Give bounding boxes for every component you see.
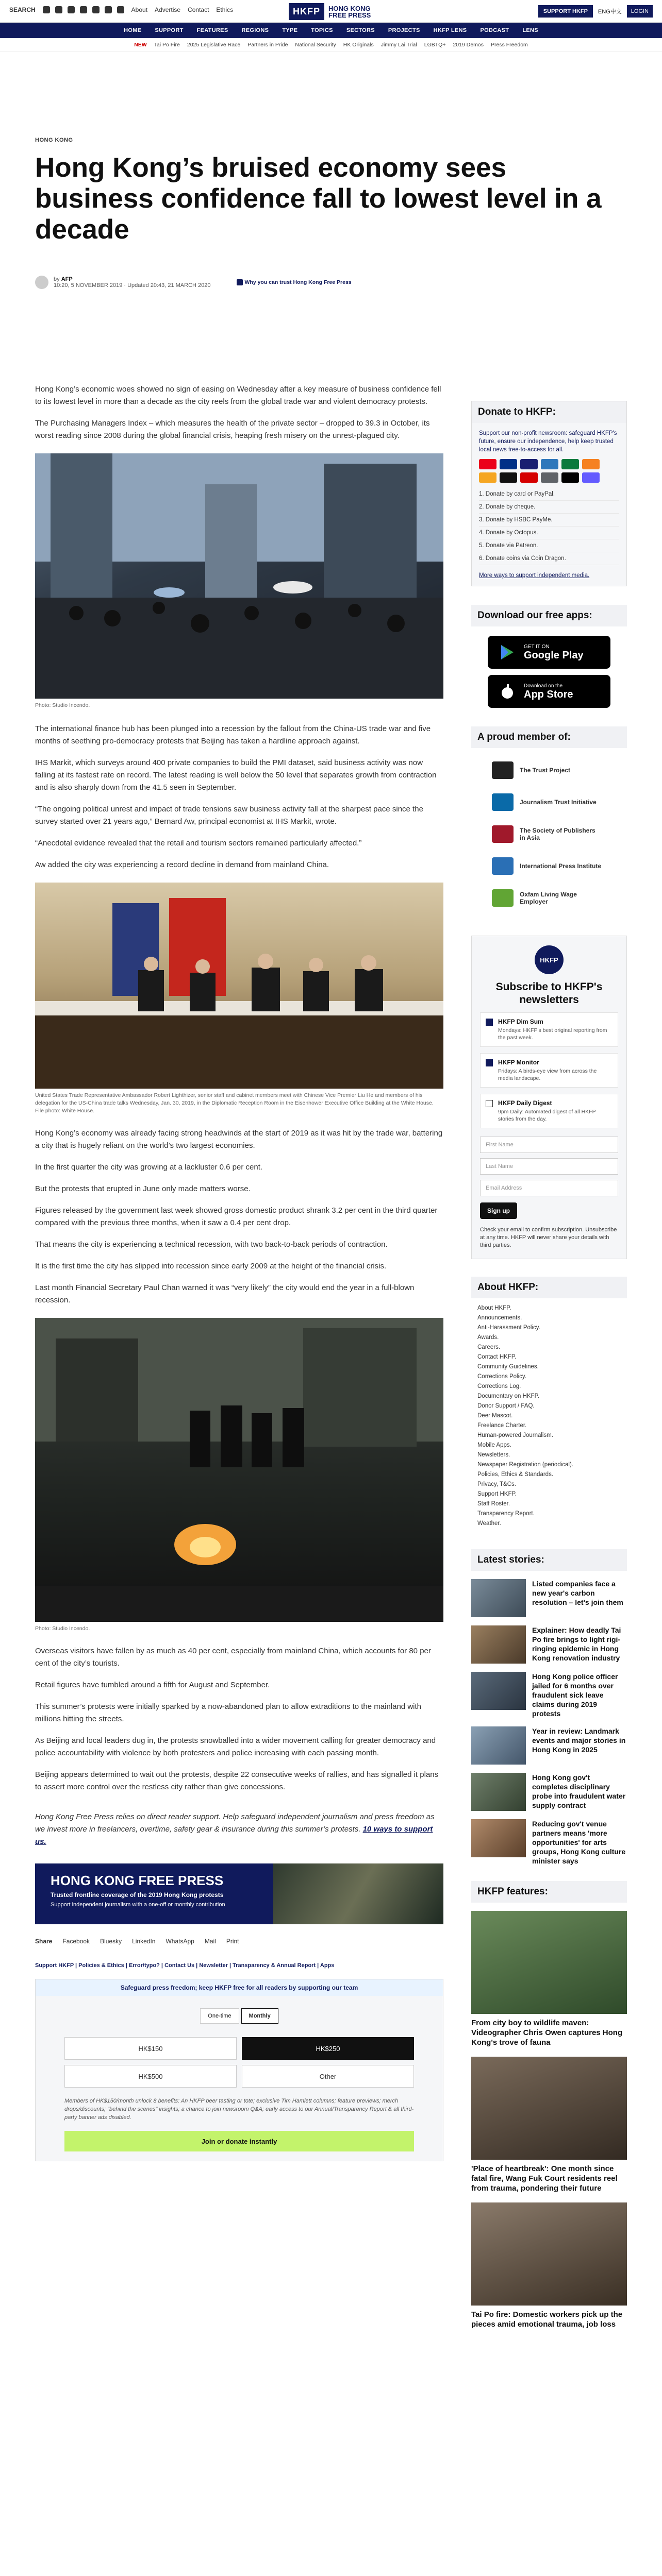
article-paragraph: Aw added the city was experiencing a record decline in demand from mainland China. [35,860,329,869]
about-link[interactable]: Awards. [477,1334,499,1341]
article-paragraph: Overseas visitors have fallen by as much as 40 per cent, especially from mainland China, which accounts for 80 per cent of the city’s tourists. [35,1647,431,1668]
street-clash-illustration [35,1318,443,1622]
x-icon[interactable] [55,6,62,13]
support-hkfp-button[interactable]: SUPPORT HKFP [538,5,593,18]
about-link[interactable]: Weather. [477,1520,501,1527]
google-play-small: GET IT ON [524,643,550,650]
article-paragraph: Beijing appears determined to wait out the protests, despite 22 consecutive weeks of rallies, and has signalled it plans to assert more control over the restless city rather than give concessions. [35,1770,439,1791]
article-paragraph: Figures released by the government last week showed gross domestic product shrank 3.2 per cent in the third quarter compared with the previous three months, when it saw a 0.4 per cent drop. [35,1206,438,1227]
donate-methods [479,488,619,565]
gpay-icon [541,472,558,483]
app-store-big: App Store [524,688,573,700]
feature-image [471,2202,627,2306]
top-link-about[interactable]: About [131,6,148,13]
top-link-advertise[interactable]: Advertise [155,6,181,13]
article-byline [35,276,352,289]
latest-story[interactable] [471,1819,627,1866]
about-heading: About HKFP: [471,1277,627,1298]
article-paragraph: As Beijing and local leaders dug in, the protests snowballed into a wider movement calling for greater democracy and police accountability with violence by both protesters and police increasing with each passing month. [35,1736,436,1757]
payme-icon [520,472,538,483]
story-thumbnail [471,1726,526,1765]
app-store-small: Download on the [524,683,563,689]
newsletter-heading: Subscribe to HKFP's newsletters [495,981,603,1006]
photo-caption: Photo: Studio Incendo. [35,1625,90,1632]
newsletter-title: HKFP Dim Sum [498,1018,543,1025]
last-name-field[interactable]: Last Name [480,1158,618,1175]
article-photo-street-clash [35,1318,443,1622]
article-paragraph: In the first quarter the city was growing at a lackluster 0.6 per cent. [35,1163,263,1172]
about-link[interactable]: Corrections Policy. [477,1374,527,1380]
about-links [471,1298,627,1534]
about-link[interactable]: Corrections Log. [477,1383,521,1389]
banner-title: HONG KONG FREE PRESS [51,1873,224,1888]
donate-method[interactable]: 1. Donate by card or PayPal. [479,488,619,501]
more-ways-link[interactable]: More ways to support independent media. [479,572,590,579]
amount-option-other[interactable]: Other [242,2065,414,2088]
share-whatsapp[interactable]: WhatsApp [166,1938,194,1945]
trust-link[interactable] [237,279,352,285]
story-title: Reducing gov't venue partners means 'more opportunities' for arts groups, Hong Kong culture minister says [532,1820,626,1865]
about-link[interactable]: Transparency Report. [477,1511,535,1517]
sopa-logo [492,825,514,843]
nav-features[interactable]: FEATURES [196,27,228,33]
nav-podcast[interactable]: PODCAST [480,27,509,33]
article-paragraph: IHS Markit, which surveys around 400 private companies to build the PMI dataset, said business activity was now falling at its fastest rate on record. The latest reading is well below the 50 level that separates growth from contraction and is also sharply down from the 41.5 seen in September. [35,758,437,792]
app-store-button[interactable] [488,675,610,708]
author-name[interactable]: AFP [61,276,73,282]
join-donate-button[interactable]: Join or donate instantly [64,2131,414,2151]
newsletter-desc: Mondays: HKFP's best original reporting from the past week. [498,1027,607,1041]
author-avatar [35,276,48,289]
about-link[interactable]: Staff Roster. [477,1501,510,1507]
member-name: International Press Institute [520,862,602,870]
banner-cta: Support independent journalism with a one-off or monthly contribution [51,1902,225,1908]
trending-item[interactable]: Jimmy Lai Trial [380,41,417,48]
story-thumbnail [471,1579,526,1617]
nav-lens[interactable]: LENS [522,27,538,33]
bottom-donate-panel [35,1979,443,2161]
share-row [35,1938,443,1945]
applepay-icon [561,472,579,483]
donate-method[interactable]: 6. Donate coins via Coin Dragon. [479,552,619,565]
instagram-icon[interactable] [68,6,75,13]
tab-monthly[interactable]: Monthly [241,2008,278,2024]
about-link[interactable]: Freelance Charter. [477,1422,527,1429]
trending-item[interactable]: LGBTQ+ [424,41,446,48]
share-label: Share [35,1938,53,1945]
feature-story[interactable] [471,1911,627,2047]
nav-regions[interactable]: REGIONS [241,27,269,33]
member-name: The Society of Publishers in Asia [520,827,595,841]
nav-topics[interactable]: TOPICS [311,27,333,33]
bottom-donate-note: Safeguard press freedom; keep HKFP free for all readers by supporting our team [36,1979,443,1996]
trending-strip [0,38,662,52]
latest-stories [471,1579,627,1866]
share-print[interactable]: Print [226,1938,239,1945]
photo-caption: United States Trade Representative Ambassador Robert Lighthizer, senior staff and cabinet members meet with Chinese Vice Premier Liu He and members of his delegation for the US-China trade talks Wednesday, Jan. 30, 2019, in the Diplomatic Reception Room in the Eisenhower Executive Office Building at the White House. File photo: White House. [35,1092,434,1114]
top-utility-bar [0,0,662,23]
about-link[interactable]: Human-powered Journalism. [477,1432,554,1438]
newsletter-desc: 9pm Daily: Automated digest of all HKFP stories from the day. [498,1109,596,1122]
about-link[interactable]: Policies, Ethics & Standards. [477,1471,554,1478]
visa-icon [520,459,538,469]
facebook-icon[interactable] [43,6,50,13]
trending-new-label: NEW [134,41,147,48]
newsletter-option-daily-digest[interactable] [480,1094,618,1128]
latest-heading: Latest stories: [471,1549,627,1571]
feature-story[interactable] [471,2057,627,2193]
newsletter-option-dim-sum[interactable] [480,1012,618,1047]
feature-title: From city boy to wildlife maven: Videographer Chris Owen captures Hong Kong's trove of fauna [471,2019,623,2047]
about-link[interactable]: Contact HKFP. [477,1354,517,1360]
proud-member-heading: A proud member of: [471,726,627,748]
article-header [35,137,627,245]
about-link[interactable]: Documentary on HKFP. [477,1393,539,1399]
article-paragraph: “Anecdotal evidence revealed that the retail and tourism sectors remained particularly affected.” [35,839,362,848]
about-link[interactable]: Announcements. [477,1315,522,1321]
mastercard-icon [479,459,496,469]
topbar-left [9,6,233,13]
article-paragraph: “The ongoing political unrest and impact of trade tensions saw business activity fall at the sharpest pace since the survey started over 21 years ago,” Bernard Aw, principal economist at IHS Markit, wrote. [35,805,423,826]
google-play-big: Google Play [524,649,584,661]
trending-item[interactable]: Partners in Pride [247,41,288,48]
newsletter-box [471,936,627,1259]
article-paragraph: That means the city is experiencing a technical recession, with two back-to-back periods of contraction. [35,1240,388,1249]
top-link-contact[interactable]: Contact [188,6,209,13]
article-body [35,383,443,2161]
about-link[interactable]: Donor Support / FAQ. [477,1403,535,1409]
newsletter-note: Check your email to confirm subscription. Unsubscribe at any time. HKFP will never share your details with third parties. [480,1227,617,1248]
jcb-icon [561,459,579,469]
topbar-right [538,5,653,18]
latest-story[interactable] [471,1773,627,1811]
latest-story[interactable] [471,1726,627,1765]
checkbox-checked[interactable] [486,1019,493,1026]
login-button[interactable]: LOGIN [627,5,653,18]
discover-icon [582,459,600,469]
article-category[interactable]: HONG KONG [35,137,73,143]
search-link[interactable]: SEARCH [9,6,36,13]
newsletter-option-monitor[interactable] [480,1053,618,1088]
donate-method[interactable]: 2. Donate by cheque. [479,501,619,514]
octopus-icon [479,472,496,483]
latest-story[interactable] [471,1625,627,1664]
checkbox-unchecked[interactable] [486,1100,493,1107]
trending-item[interactable]: Press Freedom [491,41,528,48]
signup-button[interactable]: Sign up [480,1202,517,1219]
trust-icon [237,279,243,285]
about-link[interactable]: Newsletters. [477,1452,510,1458]
article-paragraph: The international finance hub has been plunged into a recession by the fallout from the China-US trade war and five months of seething pro-democracy protests that Beijing has taken a hardline approach against. [35,724,431,745]
story-thumbnail [471,1625,526,1664]
top-link-ethics[interactable]: Ethics [216,6,234,13]
first-name-field[interactable]: First Name [480,1137,618,1153]
newsletter-badge: HKFP [535,945,564,974]
payment-icons [479,459,619,483]
feature-story[interactable] [471,2202,627,2329]
paypal-icon [500,459,517,469]
article-photo-trade-talks [35,883,443,1089]
donate-frequency-tabs [36,2008,443,2024]
main-nav [0,23,662,38]
member-name: Oxfam Living Wage Employer [520,891,577,905]
share-bluesky[interactable]: Bluesky [100,1938,122,1945]
support-note-text: Hong Kong Free Press relies on direct reader support. Help safeguard independent journalism and press freedom as we invest more in freelancers, overtime, safety gear & insurance during this summer’s protests. [35,1812,435,1834]
feature-image [471,1911,627,2014]
donate-method[interactable]: 3. Donate by HSBC PayMe. [479,514,619,527]
byline-by: by [54,276,60,282]
tab-one-time[interactable]: One-time [200,2008,239,2024]
amount-option[interactable]: HK$500 [64,2065,237,2088]
amount-grid [64,2037,414,2088]
donate-method[interactable]: 4. Donate by Octopus. [479,527,619,539]
email-field[interactable]: Email Address [480,1180,618,1196]
trust-project-logo [492,761,514,779]
trending-item[interactable]: 2025 Legislative Race [187,41,241,48]
footer-links-row[interactable]: Support HKFP | Policies & Ethics | Error/typo? | Contact Us | Newsletter | Transparency & Annual Report | Apps [35,1962,335,1969]
membership-benefits: Members of HK$150/month unlock 8 benefits: An HKFP beer tasting or tote; exclusive Tim Hamlett columns; feature previews; merch drops/discounts; "behind the scenes" insights; a chance to join newsroom Q&A; early access to our Annual/Transparency Report & all third-party banner ads disabled. [64,2098,414,2121]
member-trust-project[interactable] [492,754,606,786]
donate-method[interactable]: 5. Donate via Patreon. [479,539,619,552]
share-facebook[interactable]: Facebook [62,1938,90,1945]
member-sopa[interactable] [492,818,606,850]
about-link[interactable]: Newspaper Registration (periodical). [477,1462,573,1468]
checkbox-checked[interactable] [486,1059,493,1066]
article-headline: Hong Kong’s bruised economy sees business confidence fall to lowest level in a decade [35,152,602,245]
member-name: The Trust Project [520,767,571,774]
logo-text: HONG KONG FREE PRESS [328,4,371,19]
telegram-icon[interactable] [105,6,112,13]
latest-story[interactable] [471,1579,627,1617]
story-thumbnail [471,1819,526,1857]
about-link[interactable]: Community Guidelines. [477,1364,539,1370]
jti-logo [492,793,514,811]
trust-link-label: Why you can trust Hong Kong Free Press [244,279,352,285]
amount-option-selected[interactable]: HK$250 [242,2037,414,2060]
donate-intro[interactable]: Support our non-profit newsroom: safeguard HKFP's future, ensure our independence, help keep trusted local news free-to-access for all. [479,430,617,453]
youtube-icon[interactable] [92,6,100,13]
article-paragraph: The Purchasing Managers Index – which measures the health of the private sector – dropped to 39.3 in October, its worst reading since 2008 during the global financial crisis, heaping fresh misery on the unrest-plagued city. [35,419,430,440]
sidebar [471,401,627,2329]
apple-icon [499,683,516,700]
stripe-icon [582,472,600,483]
story-title: Hong Kong gov't completes disciplinary probe into fraudulent water supply contract [532,1773,626,1809]
nav-home[interactable]: HOME [124,27,142,33]
article-paragraph: Hong Kong’s economy was already facing strong headwinds at the start of 2019 as it was hit by the trade war, battering a city that is hugely reliant on the world’s two largest economies. [35,1129,443,1150]
about-link[interactable]: Support HKFP. [477,1491,517,1497]
newsletter-desc: Fridays: A birds-eye view from across the media landscape. [498,1068,597,1081]
bluesky-icon[interactable] [80,6,87,13]
support-ways-link[interactable]: 10 ways to support us. [35,1825,433,1846]
feature-title: Tai Po fire: Domestic workers pick up the pieces amid emotional trauma, job loss [471,2310,623,2329]
support-note [35,1811,443,1848]
amex-icon [541,459,558,469]
about-link[interactable]: Careers. [477,1344,501,1350]
about-link[interactable]: Anti-Harassment Policy. [477,1325,540,1331]
amount-option[interactable]: HK$150 [64,2037,237,2060]
google-play-button[interactable] [488,636,610,669]
nav-projects[interactable]: PROJECTS [388,27,420,33]
trending-item[interactable]: Tai Po Fire [154,41,180,48]
patreon-icon [500,472,517,483]
trade-talks-illustration [35,883,443,1089]
article-paragraph: Retail figures have tumbled around a fifth for August and September. [35,1681,270,1689]
about-link[interactable]: About HKFP. [477,1305,511,1311]
banner-subtitle: Trusted frontline coverage of the 2019 Hong Kong protests [51,1891,224,1899]
google-play-icon [499,644,516,660]
about-link[interactable]: Privacy, T&Cs. [477,1481,516,1487]
story-thumbnail [471,1773,526,1811]
sidebar-donate-box [471,401,627,586]
article-paragraph: Hong Kong’s economic woes showed no sign of easing on Wednesday after a key measure of business confidence fell to its lowest level in more than a decade as the city reels from the global trade war and violent democracy protests. [35,385,441,406]
feature-title: 'Place of heartbreak': One month since fatal fire, Wang Fuk Court residents reel from trauma, pondering their future [471,2164,618,2193]
nav-sectors[interactable]: SECTORS [346,27,375,33]
trending-item[interactable]: National Security [295,41,336,48]
banner-photo [273,1863,443,1924]
trending-item[interactable]: 2019 Demos [453,41,484,48]
about-link[interactable]: Mobile Apps. [477,1442,511,1448]
member-oxfam[interactable] [492,882,606,914]
apps-heading: Download our free apps: [471,605,627,626]
article-paragraph: It is the first time the city has slipped into recession since early 2009 at the height of the financial crisis. [35,1262,387,1270]
nav-type[interactable]: TYPE [282,27,298,33]
rss-icon[interactable] [117,6,124,13]
article-paragraph: But the protests that erupted in June only made matters worse. [35,1184,251,1193]
about-link[interactable]: Deer Mascot. [477,1413,513,1419]
newsletter-title: HKFP Monitor [498,1059,539,1066]
story-title: Listed companies face a new year's carbon resolution – let's join them [532,1580,623,1606]
features-heading: HKFP features: [471,1881,627,1903]
story-thumbnail [471,1672,526,1710]
member-ipi[interactable] [492,850,606,882]
nav-hkfp-lens[interactable]: HKFP LENS [433,27,467,33]
nav-support[interactable]: SUPPORT [155,27,184,33]
support-banner[interactable] [35,1863,443,1924]
article-photo-protest-crowd [35,453,443,699]
newsletter-title: HKFP Daily Digest [498,1099,552,1107]
latest-story[interactable] [471,1672,627,1718]
member-jti[interactable] [492,786,606,818]
crowd-illustration [35,453,443,699]
photo-caption: Photo: Studio Incendo. [35,702,90,708]
article-paragraph: Last month Financial Secretary Paul Chan warned it was “very likely” the city would end the year in a full-blown recession. [35,1283,415,1304]
story-title: Explainer: How deadly Tai Po fire brings to light rigi-ringing epidemic in Hong Kong renovation industry [532,1626,621,1662]
logo-mark: HKFP [289,3,324,20]
feature-image [471,2057,627,2160]
article-paragraph: This summer’s protests were initially sparked by a now-abandoned plan to allow extraditions to the mainland with millions hitting the streets. [35,1702,421,1723]
story-title: Year in review: Landmark events and major stories in Hong Kong in 2025 [532,1727,626,1754]
site-logo[interactable] [289,3,372,20]
member-name: Journalism Trust Initiative [520,799,597,806]
social-icons [43,6,124,13]
trending-item[interactable]: HK Originals [343,41,374,48]
article-dates: 10:20, 5 NOVEMBER 2019 · Updated 20:43, 21 MARCH 2020 [54,282,211,289]
donate-heading: Donate to HKFP: [472,401,626,423]
member-logos [471,748,627,920]
ipi-logo [492,857,514,875]
share-mail[interactable]: Mail [204,1938,216,1945]
share-linkedin[interactable]: LinkedIn [132,1938,156,1945]
story-title: Hong Kong police officer jailed for 6 months over fraudulent sick leave claims during 2019 protests [532,1672,618,1718]
oxfam-logo [492,889,514,907]
language-switch[interactable]: ENG中文 [598,9,622,15]
